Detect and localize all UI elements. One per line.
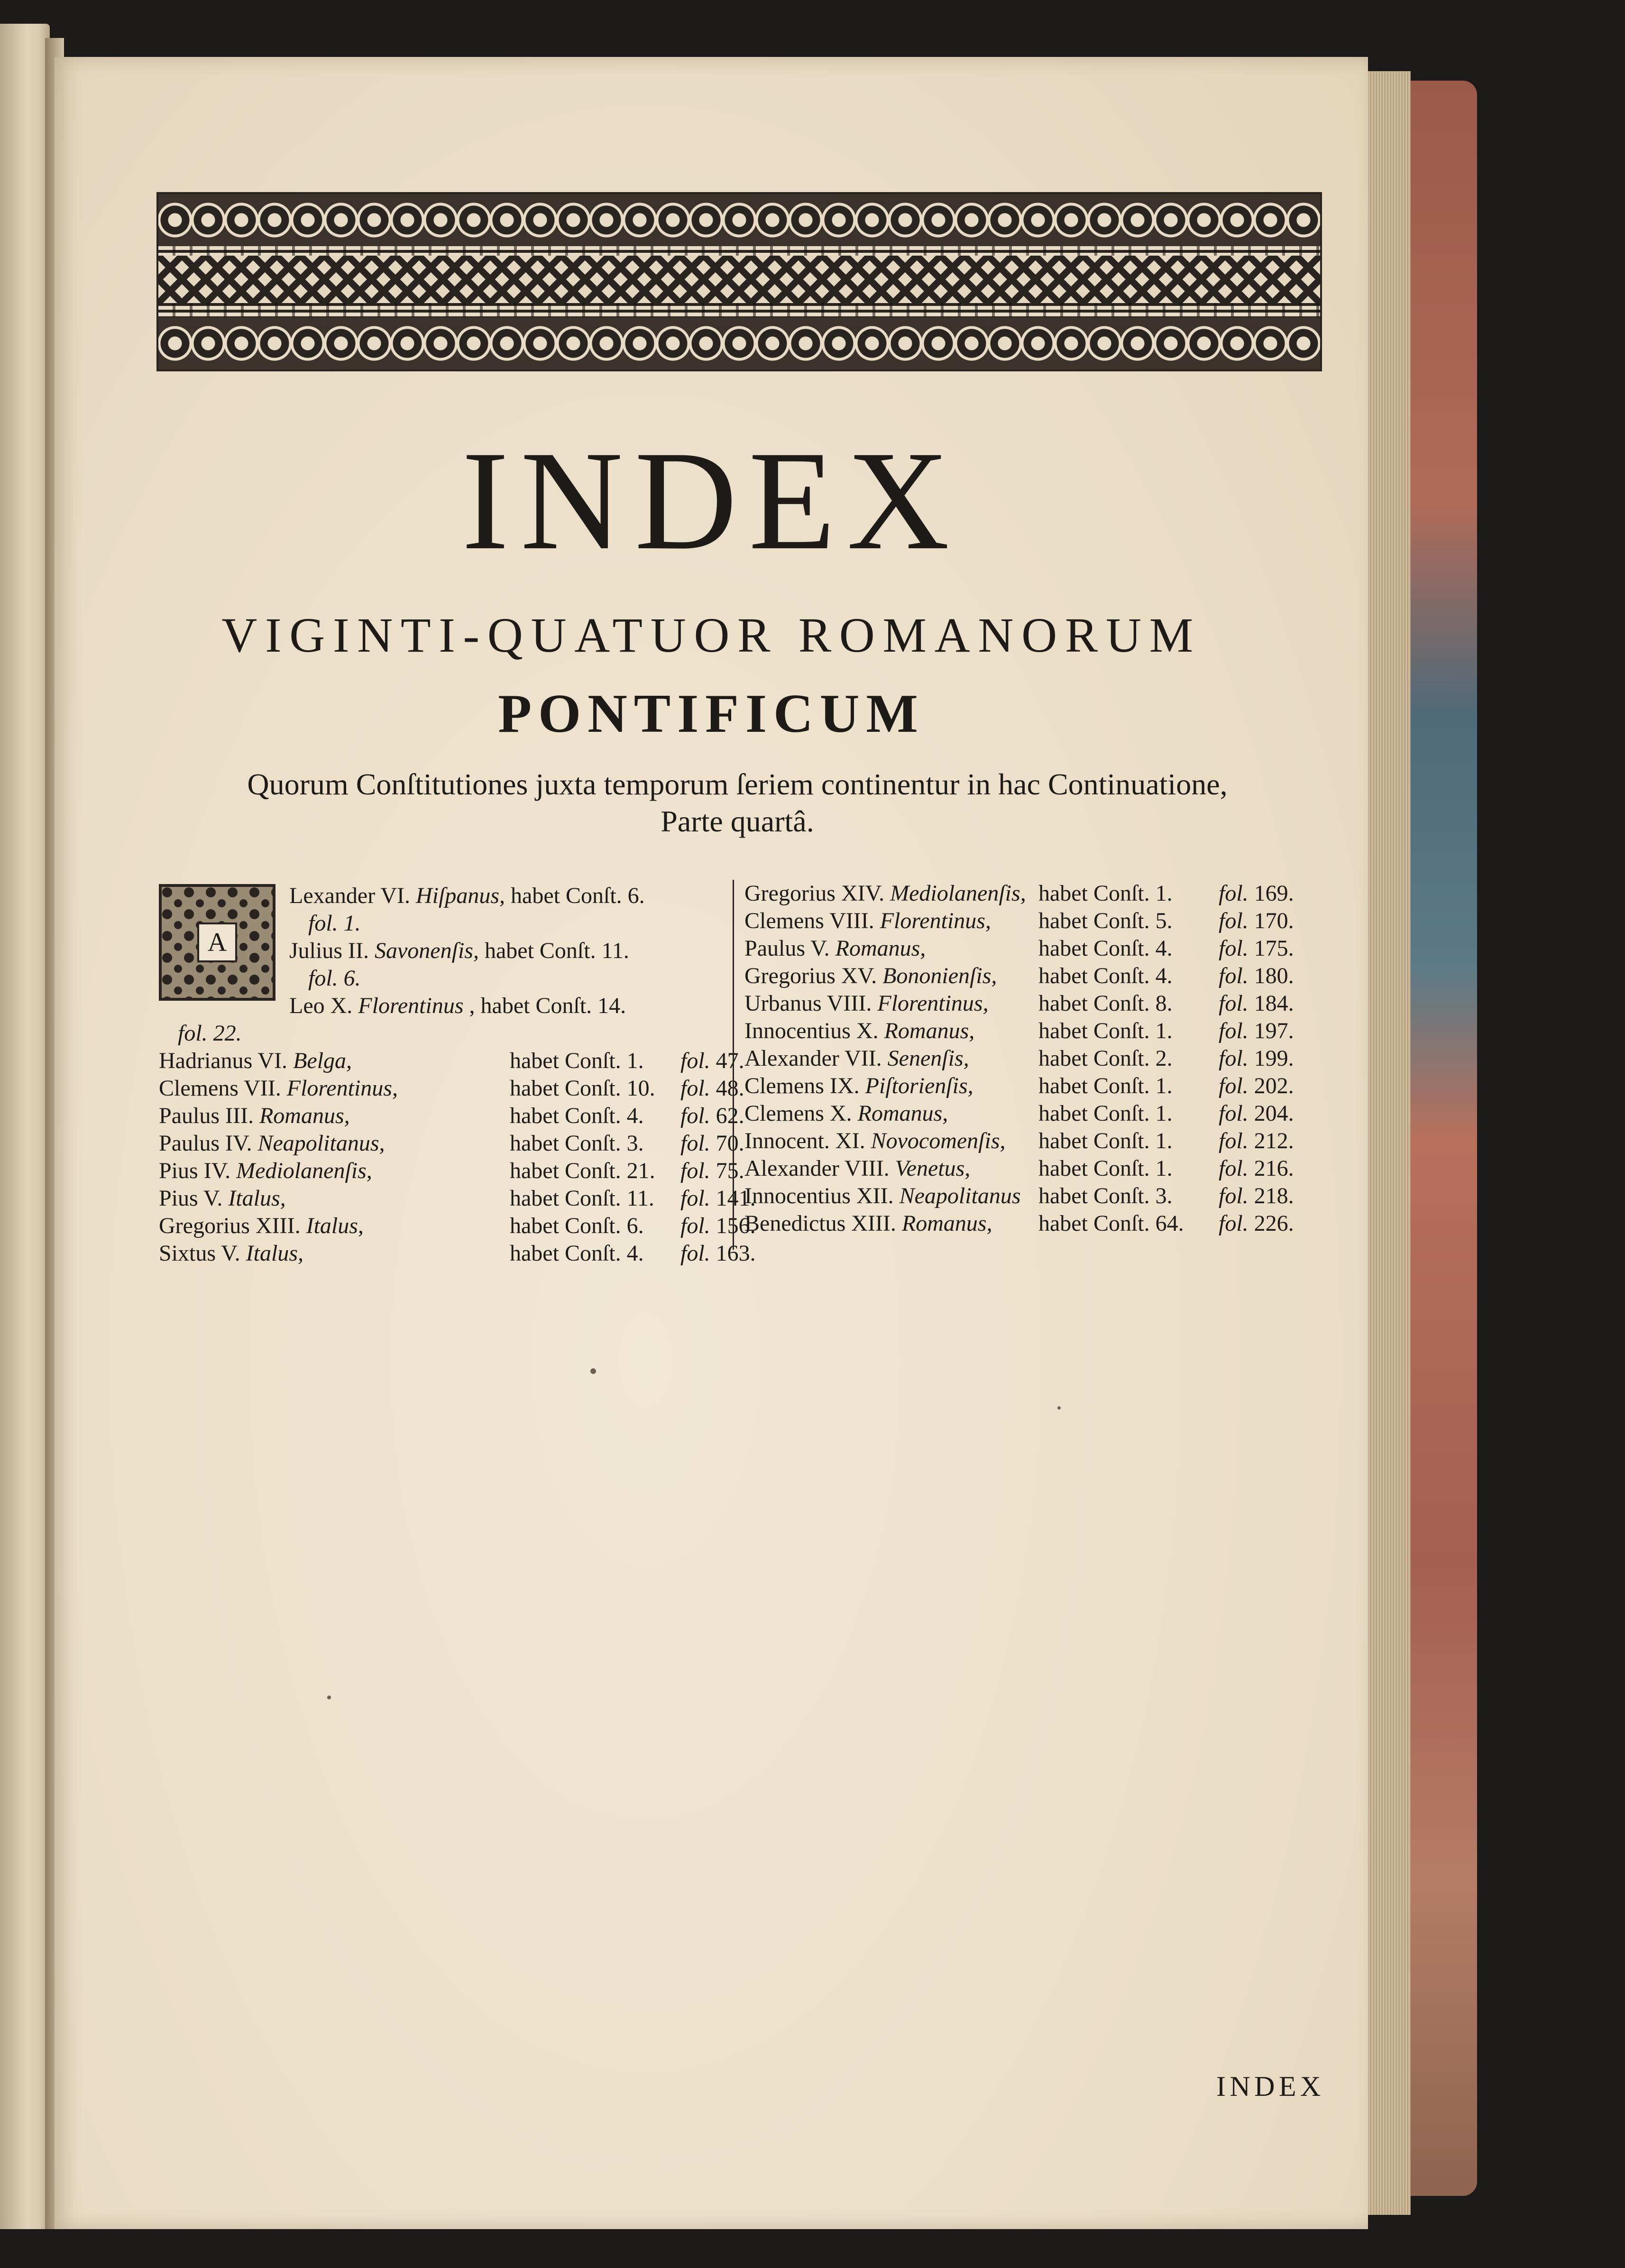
headpiece-middle-band bbox=[158, 256, 1320, 303]
paper-speck bbox=[1057, 1406, 1061, 1410]
ornamental-headpiece bbox=[156, 192, 1322, 371]
index-left-column bbox=[159, 882, 773, 1267]
table-row: Paulus V. Romanus, habet Conſt. 4. fol. 175. bbox=[744, 936, 1294, 961]
table-row: Clemens IX. Piſtorienſis, habet Conſt. 1. fol. 202. bbox=[744, 1073, 1294, 1098]
intro-line-2: Parte quartâ. bbox=[661, 804, 814, 838]
list-item: fol. 22. bbox=[178, 1021, 242, 1046]
table-row: Clemens X. Romanus, habet Conſt. 1. fol. 204. bbox=[744, 1101, 1294, 1126]
title-line-2: VIGINTI-QUATUOR ROMANORUM bbox=[221, 608, 1201, 663]
table-row: Pius V. Italus, habet Conſt. 11. fol. 141. bbox=[159, 1186, 756, 1211]
table-row: Clemens VIII. Florentinus, habet Conſt. 5. fol. 170. bbox=[744, 908, 1294, 933]
list-item: fol. 6. bbox=[308, 966, 361, 991]
headpiece-bottom-band bbox=[158, 317, 1320, 369]
decorated-initial bbox=[159, 884, 275, 1001]
headpiece-top-band bbox=[158, 194, 1320, 246]
table-row: Sixtus V. Italus, habet Conſt. 4. fol. 163. bbox=[159, 1241, 756, 1266]
table-row: Innocentius XII. Neapolitanus habet Conſt. 3. fol. 218. bbox=[744, 1183, 1294, 1208]
table-row: Alexander VIII. Venetus, habet Conſt. 1. fol. 216. bbox=[744, 1156, 1294, 1181]
paper-speck bbox=[590, 1368, 596, 1374]
left-page-edge bbox=[0, 24, 50, 2229]
table-row: Innocentius X. Romanus, habet Conſt. 1. fol. 197. bbox=[744, 1018, 1294, 1043]
table-row: Alexander VII. Senenſis, habet Conſt. 2. fol. 199. bbox=[744, 1046, 1294, 1071]
drop-cap-letter: A bbox=[197, 922, 237, 962]
table-row: Innocent. XI. Novocomenſis, habet Conſt. 1. fol. 212. bbox=[744, 1128, 1294, 1153]
title-line-3: PONTIFICUM bbox=[498, 683, 925, 744]
intro-line-1: Quorum Conſtitutiones juxta temporum ſeriem continentur in hac Continuatione, bbox=[247, 767, 1228, 801]
table-row: Urbanus VIII. Florentinus, habet Conſt. 8. fol. 184. bbox=[744, 991, 1294, 1016]
catchword: INDEX bbox=[1216, 2071, 1325, 2102]
index-right-column bbox=[733, 880, 1347, 1250]
document-page bbox=[55, 57, 1368, 2229]
paper-speck bbox=[327, 1696, 331, 1699]
list-item: fol. 1. bbox=[308, 911, 361, 936]
table-row: Paulus III. Romanus, habet Conſt. 4. fol. 62. bbox=[159, 1103, 744, 1128]
table-row: Gregorius XIV. Mediolanenſis, habet Conſt. 1. fol. 169. bbox=[744, 881, 1294, 906]
marbled-cover-edge bbox=[1411, 81, 1477, 2196]
intro-text bbox=[149, 766, 1325, 840]
list-item: Julius II. Savonenſis, habet Conſt. 11. bbox=[289, 938, 629, 963]
page-fore-edge bbox=[1368, 71, 1411, 2215]
table-row: Clemens VII. Florentinus, habet Conſt. 10. fol. 48. bbox=[159, 1076, 744, 1101]
page-title: INDEX bbox=[461, 422, 961, 579]
table-row: Gregorius XIII. Italus, habet Conſt. 6. fol. 156. bbox=[159, 1213, 756, 1238]
table-row: Pius IV. Mediolanenſis, habet Conſt. 21. fol. 75. bbox=[159, 1158, 744, 1183]
list-item: Lexander VI. Hiſpanus, habet Conſt. 6. bbox=[289, 883, 645, 908]
list-item: Leo X. Florentinus , habet Conſt. 14. bbox=[289, 993, 626, 1018]
table-row: Paulus IV. Neapolitanus, habet Conſt. 3. fol. 70. bbox=[159, 1131, 744, 1156]
table-row: Gregorius XV. Bononienſis, habet Conſt. 4. fol. 180. bbox=[744, 963, 1294, 988]
table-row: Hadrianus VI. Belga, habet Conſt. 1. fol. 47. bbox=[159, 1048, 744, 1073]
table-row: Benedictus XIII. Romanus, habet Conſt. 64. fol. 226. bbox=[744, 1211, 1294, 1236]
